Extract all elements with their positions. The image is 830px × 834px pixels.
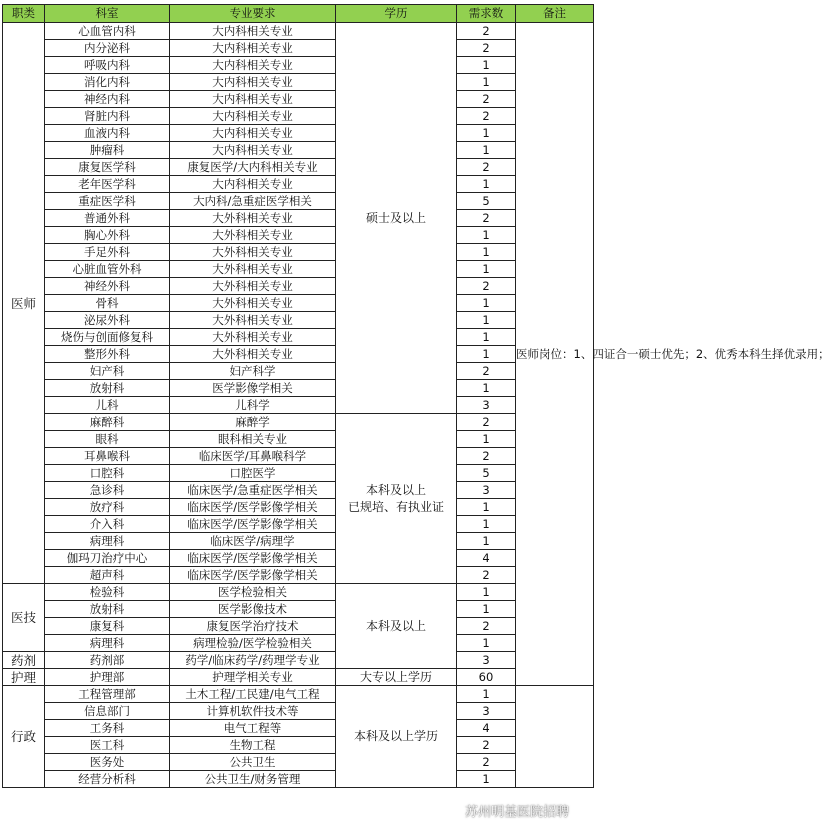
- table-row: [3, 363, 594, 380]
- major-cell: 公共卫生: [170, 754, 336, 771]
- table-row: [3, 329, 594, 346]
- recruitment-table: [2, 4, 830, 788]
- count-cell: 1: [457, 771, 516, 788]
- dept-cell: 烧伤与创面修复科: [45, 329, 170, 346]
- header-education: 学历: [336, 5, 457, 23]
- count-cell: 2: [457, 91, 516, 108]
- dept-cell: 药剂部: [45, 652, 170, 669]
- count-cell: 2: [457, 278, 516, 295]
- count-cell: 3: [457, 652, 516, 669]
- header-major: 专业要求: [170, 5, 336, 23]
- table-row: [3, 550, 594, 567]
- header-department: 科室: [45, 5, 170, 23]
- dept-cell: 信息部门: [45, 703, 170, 720]
- table-row: [3, 57, 594, 74]
- count-cell: 1: [457, 142, 516, 159]
- major-cell: 医学检验相关: [170, 584, 336, 601]
- dept-cell: 骨科: [45, 295, 170, 312]
- dept-cell: 放射科: [45, 601, 170, 618]
- table-row: [3, 74, 594, 91]
- count-cell: 1: [457, 686, 516, 703]
- count-cell: 2: [457, 108, 516, 125]
- education-bachelor: 本科及以上: [336, 584, 457, 669]
- watermark: [440, 798, 569, 822]
- count-cell: 1: [457, 261, 516, 278]
- category-nursing: 护理: [3, 669, 45, 686]
- major-cell: 儿科学: [170, 397, 336, 414]
- header-category: 职类: [3, 5, 45, 23]
- dept-cell: 手足外科: [45, 244, 170, 261]
- major-cell: 护理学相关专业: [170, 669, 336, 686]
- dept-cell: 康复科: [45, 618, 170, 635]
- count-cell: 3: [457, 397, 516, 414]
- major-cell: 康复医学/大内科相关专业: [170, 159, 336, 176]
- major-cell: 大外科相关专业: [170, 346, 336, 363]
- table-row: [3, 686, 594, 703]
- count-cell: 1: [457, 125, 516, 142]
- count-cell: 2: [457, 414, 516, 431]
- count-cell: 2: [457, 567, 516, 584]
- major-cell: 大内科相关专业: [170, 23, 336, 40]
- dept-cell: 口腔科: [45, 465, 170, 482]
- count-cell: 1: [457, 57, 516, 74]
- header-row: [3, 5, 594, 23]
- major-cell: 大外科相关专业: [170, 244, 336, 261]
- major-cell: 大外科相关专业: [170, 227, 336, 244]
- dept-cell: 麻醉科: [45, 414, 170, 431]
- dept-cell: 老年医学科: [45, 176, 170, 193]
- dept-cell: 整形外科: [45, 346, 170, 363]
- note-empty-cell: [516, 686, 594, 788]
- major-cell: 大内科相关专业: [170, 125, 336, 142]
- count-cell: 2: [457, 23, 516, 40]
- count-cell: 2: [457, 159, 516, 176]
- table-row: [3, 397, 594, 414]
- dept-cell: 急诊科: [45, 482, 170, 499]
- major-cell: 妇产科学: [170, 363, 336, 380]
- dept-cell: 内分泌科: [45, 40, 170, 57]
- table-row: [3, 346, 594, 363]
- count-cell: 2: [457, 210, 516, 227]
- major-cell: 电气工程等: [170, 720, 336, 737]
- major-cell: 大外科相关专业: [170, 278, 336, 295]
- table-row: [3, 261, 594, 278]
- major-cell: 临床医学/急重症医学相关: [170, 482, 336, 499]
- count-cell: 1: [457, 329, 516, 346]
- count-cell: 1: [457, 295, 516, 312]
- dept-cell: 放疗科: [45, 499, 170, 516]
- table-row: [3, 193, 594, 210]
- count-cell: 1: [457, 431, 516, 448]
- count-cell: 1: [457, 227, 516, 244]
- dept-cell: 神经外科: [45, 278, 170, 295]
- table-row: [3, 159, 594, 176]
- major-cell: 临床医学/医学影像学相关: [170, 516, 336, 533]
- count-cell: 1: [457, 380, 516, 397]
- major-cell: 公共卫生/财务管理: [170, 771, 336, 788]
- major-cell: 医学影像学相关: [170, 380, 336, 397]
- dept-cell: 经营分析科: [45, 771, 170, 788]
- major-cell: 大内科相关专业: [170, 108, 336, 125]
- major-cell: 大内科相关专业: [170, 176, 336, 193]
- major-cell: 土木工程/工民建/电气工程: [170, 686, 336, 703]
- table-row: [3, 720, 594, 737]
- table-row: [3, 210, 594, 227]
- education-line-2: 已规培、有执业证: [347, 499, 444, 514]
- dept-cell: 放射科: [45, 380, 170, 397]
- table-row: [3, 737, 594, 754]
- count-cell: 5: [457, 193, 516, 210]
- category-admin: 行政: [3, 686, 45, 788]
- table-row: [3, 244, 594, 261]
- table-row: [3, 703, 594, 720]
- dept-cell: 心血管内科: [45, 23, 170, 40]
- table-row: [3, 312, 594, 329]
- major-cell: 大外科相关专业: [170, 210, 336, 227]
- table-row: [3, 91, 594, 108]
- note-cell: 医师岗位：1、四证合一硕士优先；2、优秀本科生择优录用；: [516, 23, 594, 686]
- count-cell: 1: [457, 74, 516, 91]
- dept-cell: 护理部: [45, 669, 170, 686]
- count-cell: 1: [457, 584, 516, 601]
- education-bachelor-admin: 本科及以上学历: [336, 686, 457, 788]
- table-row: [3, 635, 594, 652]
- dept-cell: 神经内科: [45, 91, 170, 108]
- table-row: [3, 669, 594, 686]
- table-row: [3, 278, 594, 295]
- dept-cell: 检验科: [45, 584, 170, 601]
- count-cell: 1: [457, 516, 516, 533]
- count-cell: 60: [457, 669, 516, 686]
- dept-cell: 心脏血管外科: [45, 261, 170, 278]
- education-bachelor-residency: [336, 414, 457, 584]
- count-cell: 4: [457, 550, 516, 567]
- major-cell: 口腔医学: [170, 465, 336, 482]
- major-cell: 大内科相关专业: [170, 91, 336, 108]
- dept-cell: 伽玛刀治疗中心: [45, 550, 170, 567]
- education-college: 大专以上学历: [336, 669, 457, 686]
- dept-cell: 病理科: [45, 635, 170, 652]
- dept-cell: 儿科: [45, 397, 170, 414]
- table-row: [3, 754, 594, 771]
- count-cell: 1: [457, 346, 516, 363]
- major-cell: 临床医学/医学影像学相关: [170, 567, 336, 584]
- major-cell: 生物工程: [170, 737, 336, 754]
- dept-cell: 妇产科: [45, 363, 170, 380]
- dept-cell: 医务处: [45, 754, 170, 771]
- count-cell: 2: [457, 40, 516, 57]
- dept-cell: 工务科: [45, 720, 170, 737]
- count-cell: 2: [457, 363, 516, 380]
- dept-cell: 血液内科: [45, 125, 170, 142]
- count-cell: 2: [457, 448, 516, 465]
- major-cell: 临床医学/医学影像学相关: [170, 499, 336, 516]
- dept-cell: 病理科: [45, 533, 170, 550]
- major-cell: 计算机软件技术等: [170, 703, 336, 720]
- dept-cell: 工程管理部: [45, 686, 170, 703]
- category-doctor: 医师: [3, 23, 45, 584]
- table-row: [3, 176, 594, 193]
- table-row: [3, 652, 594, 669]
- education-masters: 硕士及以上: [336, 23, 457, 414]
- dept-cell: 泌尿外科: [45, 312, 170, 329]
- table-row: [3, 482, 594, 499]
- major-cell: 大外科相关专业: [170, 261, 336, 278]
- major-cell: 大外科相关专业: [170, 295, 336, 312]
- major-cell: 药学/临床药学/药理学专业: [170, 652, 336, 669]
- count-cell: 1: [457, 244, 516, 261]
- count-cell: 5: [457, 465, 516, 482]
- major-cell: 大外科相关专业: [170, 329, 336, 346]
- table-row: [3, 295, 594, 312]
- count-cell: 1: [457, 499, 516, 516]
- count-cell: 1: [457, 635, 516, 652]
- major-cell: 医学影像技术: [170, 601, 336, 618]
- major-cell: 临床医学/医学影像学相关: [170, 550, 336, 567]
- count-cell: 1: [457, 176, 516, 193]
- major-cell: 大内科相关专业: [170, 40, 336, 57]
- table-row: [3, 142, 594, 159]
- table-row: [3, 618, 594, 635]
- category-tech: 医技: [3, 584, 45, 652]
- major-cell: 临床医学/耳鼻喉科学: [170, 448, 336, 465]
- dept-cell: 消化内科: [45, 74, 170, 91]
- table-row: [3, 465, 594, 482]
- table-row: [3, 448, 594, 465]
- table-row: [3, 108, 594, 125]
- header-note: 备注: [516, 5, 594, 23]
- major-cell: 大内科相关专业: [170, 142, 336, 159]
- table-row: [3, 227, 594, 244]
- dept-cell: 肾脏内科: [45, 108, 170, 125]
- count-cell: 2: [457, 737, 516, 754]
- table-row: [3, 40, 594, 57]
- table-row: [3, 380, 594, 397]
- count-cell: 2: [457, 618, 516, 635]
- dept-cell: 胸心外科: [45, 227, 170, 244]
- dept-cell: 康复医学科: [45, 159, 170, 176]
- table-row: [3, 567, 594, 584]
- dept-cell: 医工科: [45, 737, 170, 754]
- table-row: [3, 533, 594, 550]
- dept-cell: 呼吸内科: [45, 57, 170, 74]
- major-cell: 临床医学/病理学: [170, 533, 336, 550]
- category-pharmacy: 药剂: [3, 652, 45, 669]
- major-cell: 大内科相关专业: [170, 57, 336, 74]
- dept-cell: 介入科: [45, 516, 170, 533]
- table-row: [3, 431, 594, 448]
- count-cell: 1: [457, 312, 516, 329]
- major-cell: 麻醉学: [170, 414, 336, 431]
- header-count: 需求数: [457, 5, 516, 23]
- dept-cell: 重症医学科: [45, 193, 170, 210]
- wechat-icon: [440, 800, 460, 820]
- major-cell: 大外科相关专业: [170, 312, 336, 329]
- count-cell: 2: [457, 754, 516, 771]
- dept-cell: 普通外科: [45, 210, 170, 227]
- major-cell: 眼科相关专业: [170, 431, 336, 448]
- count-cell: 1: [457, 533, 516, 550]
- dept-cell: 耳鼻喉科: [45, 448, 170, 465]
- table-row: [3, 414, 594, 431]
- table-row: [3, 601, 594, 618]
- table-row: [3, 499, 594, 516]
- count-cell: 3: [457, 703, 516, 720]
- table-row: [3, 125, 594, 142]
- major-cell: 康复医学治疗技术: [170, 618, 336, 635]
- major-cell: 大内科相关专业: [170, 74, 336, 91]
- count-cell: 4: [457, 720, 516, 737]
- major-cell: 大内科/急重症医学相关: [170, 193, 336, 210]
- dept-cell: 肿瘤科: [45, 142, 170, 159]
- dept-cell: 超声科: [45, 567, 170, 584]
- count-cell: 1: [457, 601, 516, 618]
- table-row: [3, 23, 594, 40]
- table-row: [3, 584, 594, 601]
- table-row: [3, 771, 594, 788]
- major-cell: 病理检验/医学检验相关: [170, 635, 336, 652]
- dept-cell: 眼科: [45, 431, 170, 448]
- education-line-1: 本科及以上: [365, 482, 426, 497]
- table-row: [3, 516, 594, 533]
- watermark-text: 苏州明基医院招聘: [465, 804, 570, 820]
- count-cell: 3: [457, 482, 516, 499]
